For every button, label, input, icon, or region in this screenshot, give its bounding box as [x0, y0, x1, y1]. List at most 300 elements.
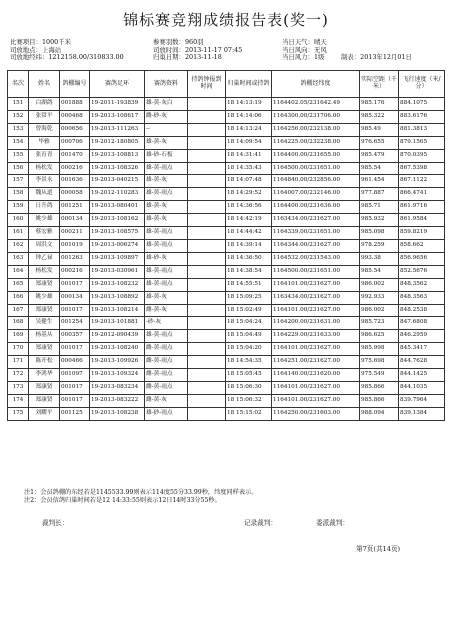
- table-row: [8, 369, 445, 382]
- cell-coordinates: 1164400.00/231636.00: [272, 201, 360, 214]
- cell-rank: 154: [8, 136, 29, 149]
- cell-speed: 879.1565: [399, 136, 445, 149]
- cell-loft-id: 001125: [60, 407, 90, 420]
- cell-rank: 160: [8, 214, 29, 227]
- recorder-label: 记录裁判：: [244, 519, 277, 527]
- release-coordinates: 司放地经纬：1212158.00/310833.00: [10, 53, 124, 62]
- cell-ring: 19-2013-080401: [90, 201, 145, 214]
- cell-ring: 19-2013-108240: [90, 343, 145, 356]
- table-row: [8, 98, 445, 111]
- cell-pigeon-info: 雄-黄-灰: [145, 201, 188, 214]
- cell-clock-time: [188, 123, 226, 136]
- table-date: 制表：2013年12月01日: [341, 53, 412, 62]
- table-row: [8, 252, 445, 265]
- cell-coordinates: 1164532.00/231543.00: [272, 252, 360, 265]
- col-name: 姓名: [29, 71, 60, 98]
- cell-clock-time: [188, 394, 226, 407]
- cell-rank: 156: [8, 162, 29, 175]
- table-row: [8, 265, 445, 278]
- cell-clock-time: [188, 317, 226, 330]
- cell-speed: 852.5676: [399, 265, 445, 278]
- cell-name: 李鸿华: [29, 369, 60, 382]
- cell-clock-time: [188, 291, 226, 304]
- cell-coordinates: 1164344.00/231627.00: [272, 239, 360, 252]
- table-row: [8, 136, 445, 149]
- cell-rank: 169: [8, 330, 29, 343]
- cell-loft-id: 001263: [60, 252, 90, 265]
- cell-clock-time: [188, 175, 226, 188]
- cell-rank: 153: [8, 123, 29, 136]
- report-title: 锦标赛竞翔成绩报告表(奖一): [123, 11, 329, 29]
- cell-pigeon-info: -砂-灰: [145, 317, 188, 330]
- cell-ring: 19-2013-108232: [90, 278, 145, 291]
- cell-distance: 985.866: [360, 394, 399, 407]
- cell-coordinates: 1164256.00/232138.00: [272, 123, 360, 136]
- table-row: [8, 317, 445, 330]
- cell-pigeon-info: 雌-黄-雨点: [145, 343, 188, 356]
- cell-speed: 884.1075: [399, 98, 445, 111]
- cell-clock-time: [188, 98, 226, 111]
- cell-speed: 861.9584: [399, 214, 445, 227]
- cell-rank: 168: [8, 317, 29, 330]
- race-item: 比赛项目：1000千米: [10, 38, 71, 46]
- cell-rank: 172: [8, 369, 29, 382]
- cell-rank: 161: [8, 227, 29, 240]
- cell-rank: 170: [8, 343, 29, 356]
- cell-name: 郑康贤: [29, 381, 60, 394]
- cell-distance: 978.259: [360, 239, 399, 252]
- table-row: [8, 239, 445, 252]
- cell-speed: 866.4741: [399, 188, 445, 201]
- cell-distance: 985.998: [360, 343, 399, 356]
- release-time: 司放时间：2013-11-17 07:45: [153, 45, 243, 54]
- cell-clock-time: [188, 278, 226, 291]
- cell-coordinates: 1164200.00/231631.00: [272, 317, 360, 330]
- cell-name: 钟乙禄: [29, 252, 60, 265]
- cell-ring: 19-2012-110283: [90, 188, 145, 201]
- wind-direction: 当日风向：无风: [282, 45, 327, 54]
- cell-distance: 985.54: [360, 162, 399, 175]
- cell-clock-time: [188, 188, 226, 201]
- cell-name: 郑康贤: [29, 343, 60, 356]
- cell-pigeon-info: 雌-黄-雨点: [145, 356, 188, 369]
- col-loft-id: 鸽棚编号: [60, 71, 90, 98]
- cell-ring: 19-2013-108892: [90, 291, 145, 304]
- cell-name: 杨松发: [29, 162, 60, 175]
- cell-speed: 861.9716: [399, 201, 445, 214]
- cell-name: 郑康贤: [29, 304, 60, 317]
- table-row: [8, 278, 445, 291]
- cell-pigeon-info: 雌-黄-雨点: [145, 381, 188, 394]
- return-date: 归巢日期：2013-11-18: [153, 53, 222, 62]
- cell-distance: 993.38: [360, 252, 399, 265]
- cell-loft-id: 000656: [60, 123, 90, 136]
- cell-clock-time: [188, 162, 226, 175]
- cell-coordinates: 1164101.00/231627.00: [272, 381, 360, 394]
- cell-speed: 859.8219: [399, 227, 445, 240]
- cell-coordinates: 1164101.00/231627.00: [272, 304, 360, 317]
- cell-return-time: 18 15:02:49: [226, 304, 272, 317]
- cell-pigeon-info: 雄-黄-雨点: [145, 278, 188, 291]
- cell-name: 白湖鸽: [29, 98, 60, 111]
- cell-clock-time: [188, 252, 226, 265]
- cell-rank: 151: [8, 98, 29, 111]
- table-row: [8, 343, 445, 356]
- cell-loft-id: 000134: [60, 291, 90, 304]
- cell-ring: 19-2013-108326: [90, 162, 145, 175]
- cell-rank: 173: [8, 381, 29, 394]
- col-distance: 实际空距（千米）: [360, 71, 399, 98]
- cell-pigeon-info: 雄-黄-雨点: [145, 162, 188, 175]
- cell-loft-id: 000216: [60, 162, 90, 175]
- cell-coordinates: 1164300.00/231706.00: [272, 110, 360, 123]
- col-ring: 赛鸽足环: [90, 71, 145, 98]
- cell-return-time: 18 14:14:06: [226, 110, 272, 123]
- cell-speed: 839.1384: [399, 407, 445, 420]
- race-info: [10, 39, 445, 62]
- cell-name: 吴健生: [29, 317, 60, 330]
- cell-rank: 164: [8, 265, 29, 278]
- cell-speed: 883.6176: [399, 110, 445, 123]
- col-return-time: 归巢时间或持鸽: [226, 71, 272, 98]
- cell-rank: 155: [8, 149, 29, 162]
- cell-rank: 171: [8, 356, 29, 369]
- cell-pigeon-info: --: [145, 123, 188, 136]
- cell-coordinates: 1164402.05/231642.49: [272, 98, 360, 111]
- cell-ring: 19-2013-109926: [90, 356, 145, 369]
- cell-distance: 985.932: [360, 214, 399, 227]
- cell-name: 姚少雄: [29, 214, 60, 227]
- cell-pigeon-info: 雄-黄-灰: [145, 291, 188, 304]
- cell-name: 李景永: [29, 175, 60, 188]
- notes: [24, 489, 257, 504]
- cell-return-time: 18 15:04:24: [226, 317, 272, 330]
- cell-name: 毕雅: [29, 136, 60, 149]
- table-row: [8, 381, 445, 394]
- cell-coordinates: 1164251.00/231627.00: [272, 356, 360, 369]
- weather: 当日天气：晴天: [282, 38, 327, 46]
- cell-distance: 985.71: [360, 201, 399, 214]
- col-rank: 名次: [8, 71, 29, 98]
- cell-rank: 152: [8, 110, 29, 123]
- cell-loft-id: 001017: [60, 381, 90, 394]
- cell-distance: 961.454: [360, 175, 399, 188]
- cell-loft-id: 000134: [60, 214, 90, 227]
- cell-rank: 159: [8, 201, 29, 214]
- cell-speed: 839.7964: [399, 394, 445, 407]
- cell-loft-id: 000058: [60, 188, 90, 201]
- cell-pigeon-info: 雄-砂-灰: [145, 252, 188, 265]
- cell-distance: 985.098: [360, 227, 399, 240]
- cell-clock-time: [188, 381, 226, 394]
- cell-name: 陈开松: [29, 356, 60, 369]
- table-row: [8, 201, 445, 214]
- cell-ring: 19-2013-108813: [90, 149, 145, 162]
- cell-clock-time: [188, 227, 226, 240]
- cell-clock-time: [188, 343, 226, 356]
- committee-label: 委派裁判：: [316, 519, 349, 527]
- table-row: [8, 110, 445, 123]
- cell-loft-id: 001097: [60, 369, 90, 382]
- cell-name: 郑康贤: [29, 394, 60, 407]
- cell-clock-time: [188, 149, 226, 162]
- cell-distance: 977.887: [360, 188, 399, 201]
- cell-clock-time: [188, 304, 226, 317]
- cell-speed: 846.2959: [399, 330, 445, 343]
- table-row: [8, 407, 445, 420]
- table-row: [8, 304, 445, 317]
- cell-pigeon-info: 雄-黄-雨点: [145, 227, 188, 240]
- judge-label: 裁判长：: [42, 519, 69, 527]
- table-row: [8, 188, 445, 201]
- cell-speed: 881.3813: [399, 123, 445, 136]
- cell-distance: 986.625: [360, 330, 399, 343]
- cell-speed: 847.6808: [399, 317, 445, 330]
- col-pigeon-info: 赛鸽资料: [145, 71, 188, 98]
- cell-ring: 19-2013-040215: [90, 175, 145, 188]
- cell-ring: 19-2013-083234: [90, 381, 145, 394]
- cell-pigeon-info: 雌-黄-灰: [145, 394, 188, 407]
- cell-rank: 174: [8, 394, 29, 407]
- cell-name: 周洪文: [29, 239, 60, 252]
- cell-distance: 985.479: [360, 149, 399, 162]
- cell-speed: 848.3563: [399, 291, 445, 304]
- cell-return-time: 18 14:36:56: [226, 201, 272, 214]
- cell-loft-id: 001254: [60, 317, 90, 330]
- cell-coordinates: 1164840.00/232856.00: [272, 175, 360, 188]
- cell-return-time: 18 14:35:43: [226, 162, 272, 175]
- cell-distance: 986.002: [360, 304, 399, 317]
- cell-clock-time: [188, 330, 226, 343]
- cell-return-time: 18 14:55:51: [226, 278, 272, 291]
- cell-pigeon-info: 雌-黄-雨点: [145, 369, 188, 382]
- cell-ring: 19-2013-108162: [90, 214, 145, 227]
- cell-coordinates: 1164339.00/231651.00: [272, 227, 360, 240]
- col-coordinates: 鸽棚经纬度: [272, 71, 360, 98]
- cell-return-time: 18 15:06:32: [226, 394, 272, 407]
- cell-name: 刘耀平: [29, 407, 60, 420]
- cell-clock-time: [188, 369, 226, 382]
- table-row: [8, 330, 445, 343]
- table-row: [8, 162, 445, 175]
- cell-return-time: 18 15:05:45: [226, 369, 272, 382]
- cell-coordinates: 1164101.00/231627.00: [272, 343, 360, 356]
- table-row: [8, 214, 445, 227]
- cell-coordinates: 1164101.00/231627.00: [272, 394, 360, 407]
- cell-coordinates: 1164400.00/231655.00: [272, 149, 360, 162]
- cell-return-time: 18 15:15:02: [226, 407, 272, 420]
- cell-name: 魏从道: [29, 188, 60, 201]
- cell-ring: 19-2013-108238: [90, 407, 145, 420]
- note-1: 注1：会员鸽棚的东经若是1145533.99则表示114度55分33.99秒，纬度同样表示。: [24, 489, 258, 496]
- cell-rank: 175: [8, 407, 29, 420]
- cell-clock-time: [188, 136, 226, 149]
- cell-coordinates: 1164250.00/231603.00: [272, 407, 360, 420]
- cell-speed: 856.9656: [399, 252, 445, 265]
- wind-force: 当日风力：1级: [282, 53, 325, 62]
- cell-return-time: 18 14:36:50: [226, 252, 272, 265]
- cell-ring: 19-2013-109897: [90, 252, 145, 265]
- cell-ring: 19-2012-090439: [90, 330, 145, 343]
- cell-pigeon-info: 雄-黄-雨点: [145, 188, 188, 201]
- cell-return-time: 18 15:04:20: [226, 343, 272, 356]
- cell-name: 姚少雄: [29, 291, 60, 304]
- cell-pigeon-info: 雄-砂-雨点: [145, 407, 188, 420]
- cell-rank: 167: [8, 304, 29, 317]
- cell-speed: 867.1122: [399, 175, 445, 188]
- cell-ring: 19-2013-083222: [90, 394, 145, 407]
- cell-pigeon-info: 雄-砂-石板: [145, 149, 188, 162]
- cell-rank: 158: [8, 188, 29, 201]
- table-header: [8, 71, 445, 98]
- cell-distance: 986.002: [360, 278, 399, 291]
- cell-speed: 858.662: [399, 239, 445, 252]
- cell-coordinates: 1164500.00/231651.00: [272, 162, 360, 175]
- cell-loft-id: 001251: [60, 201, 90, 214]
- table-row: [8, 291, 445, 304]
- cell-name: 郑康贤: [29, 278, 60, 291]
- cell-clock-time: [188, 356, 226, 369]
- cell-name: 张育青: [29, 149, 60, 162]
- cell-pigeon-info: 雄-黄-灰: [145, 136, 188, 149]
- cell-pigeon-info: 雄-黄-雨点: [145, 330, 188, 343]
- cell-coordinates: 1164101.00/231627.00: [272, 278, 360, 291]
- cell-distance: 988.094: [360, 407, 399, 420]
- cell-coordinates: 1164225.00/232238.00: [272, 136, 360, 149]
- cell-distance: 975.698: [360, 356, 399, 369]
- table-row: [8, 149, 445, 162]
- cell-clock-time: [188, 239, 226, 252]
- page-number: 第7页(共14页): [356, 545, 401, 553]
- cell-speed: 844.1035: [399, 381, 445, 394]
- cell-ring: 19-2013-108575: [90, 227, 145, 240]
- cell-distance: 985.49: [360, 123, 399, 136]
- cell-loft-id: 001019: [60, 239, 90, 252]
- cell-distance: 992.933: [360, 291, 399, 304]
- cell-speed: 848.2538: [399, 304, 445, 317]
- cell-return-time: 18 14:07:48: [226, 175, 272, 188]
- table-row: [8, 123, 445, 136]
- cell-coordinates: 1164500.00/231651.00: [272, 265, 360, 278]
- cell-return-time: 18 14:13:24: [226, 123, 272, 136]
- cell-name: 日升鸽: [29, 201, 60, 214]
- cell-loft-id: 000357: [60, 330, 90, 343]
- cell-loft-id: 001470: [60, 149, 90, 162]
- cell-loft-id: 001017: [60, 304, 90, 317]
- cell-clock-time: [188, 201, 226, 214]
- cell-ring: 19-2012-180805: [90, 136, 145, 149]
- cell-loft-id: 001636: [60, 175, 90, 188]
- cell-loft-id: 001017: [60, 343, 90, 356]
- cell-coordinates: 1164007.00/232146.00: [272, 188, 360, 201]
- cell-pigeon-info: 雄-黄-雨点: [145, 265, 188, 278]
- cell-rank: 165: [8, 278, 29, 291]
- cell-ring: 19-2013-006274: [90, 239, 145, 252]
- cell-coordinates: 1164140.00/231620.00: [272, 369, 360, 382]
- cell-return-time: 18 15:09:25: [226, 291, 272, 304]
- note-2: 注2：会员信鸽归巢时间若是12 14:33:55则表示12日14时33分55秒。: [24, 496, 221, 504]
- cell-return-time: 18 14:42:19: [226, 214, 272, 227]
- col-speed: 飞行速度（米/分）: [399, 71, 445, 98]
- release-location: 司放地点：上海站: [10, 45, 62, 54]
- cell-ring: 19-2013-101881: [90, 317, 145, 330]
- cell-loft-id: 001888: [60, 98, 90, 111]
- table-row: [8, 356, 445, 369]
- cell-pigeon-info: 雄-黄-灰: [145, 175, 188, 188]
- cell-return-time: 18 15:04:49: [226, 330, 272, 343]
- cell-ring: 19-2013-109324: [90, 369, 145, 382]
- cell-return-time: 18 14:39:14: [226, 239, 272, 252]
- cell-speed: 870.0395: [399, 149, 445, 162]
- cell-loft-id: 000216: [60, 265, 90, 278]
- cell-return-time: 18 14:29:52: [226, 188, 272, 201]
- cell-return-time: 18 14:31:41: [226, 149, 272, 162]
- signature-line: [0, 517, 452, 526]
- cell-clock-time: [188, 265, 226, 278]
- cell-pigeon-info: 雄-黄-灰: [145, 214, 188, 227]
- cell-ring: 19-2013-030961: [90, 265, 145, 278]
- cell-pigeon-info: 雌-黄-灰: [145, 304, 188, 317]
- cell-coordinates: 1163434.00/231627.00: [272, 291, 360, 304]
- cell-clock-time: [188, 407, 226, 420]
- cell-name: 曾海乾: [29, 123, 60, 136]
- participant-count: 参赛羽数：960羽: [153, 38, 204, 46]
- cell-name: 张常平: [29, 110, 60, 123]
- table-row: [8, 175, 445, 188]
- cell-speed: 845.3417: [399, 343, 445, 356]
- cell-speed: 844.7628: [399, 356, 445, 369]
- info-row-3: [10, 54, 445, 62]
- cell-ring: 19-2013-108617: [90, 110, 145, 123]
- col-clock-time: 持鸽钟报到时间: [188, 71, 226, 98]
- cell-loft-id: 001017: [60, 394, 90, 407]
- cell-loft-id: 000706: [60, 136, 90, 149]
- cell-clock-time: [188, 110, 226, 123]
- cell-distance: 985.176: [360, 98, 399, 111]
- cell-pigeon-info: 雄-黄-雨点: [145, 239, 188, 252]
- cell-return-time: 18 14:13:19: [226, 98, 272, 111]
- cell-loft-id: 000466: [60, 356, 90, 369]
- cell-pigeon-info: 雄-黄-灰白: [145, 98, 188, 111]
- cell-ring: 19-2013-108214: [90, 304, 145, 317]
- cell-distance: 985.866: [360, 381, 399, 394]
- cell-loft-id: 001017: [60, 278, 90, 291]
- cell-ring: 19-2011-193839: [90, 98, 145, 111]
- cell-coordinates: 1164229.00/231633.00: [272, 330, 360, 343]
- results-table: [7, 70, 445, 421]
- cell-distance: 985.54: [360, 265, 399, 278]
- cell-loft-id: 000211: [60, 227, 90, 240]
- cell-ring: 19-2013-111263: [90, 123, 145, 136]
- cell-rank: 166: [8, 291, 29, 304]
- cell-rank: 163: [8, 252, 29, 265]
- cell-pigeon-info: 雌-砂-灰: [145, 110, 188, 123]
- cell-distance: 985.723: [360, 317, 399, 330]
- table-row: [8, 227, 445, 240]
- cell-coordinates: 1163434.00/231627.00: [272, 214, 360, 227]
- cell-clock-time: [188, 214, 226, 227]
- cell-speed: 848.3562: [399, 278, 445, 291]
- cell-distance: 975.549: [360, 369, 399, 382]
- cell-speed: 844.1425: [399, 369, 445, 382]
- cell-name: 蔡宏雅: [29, 227, 60, 240]
- cell-rank: 157: [8, 175, 29, 188]
- cell-distance: 985.322: [360, 110, 399, 123]
- table-row: [8, 394, 445, 407]
- cell-rank: 162: [8, 239, 29, 252]
- cell-return-time: 18 15:06:30: [226, 381, 272, 394]
- cell-return-time: 18 14:44:42: [226, 227, 272, 240]
